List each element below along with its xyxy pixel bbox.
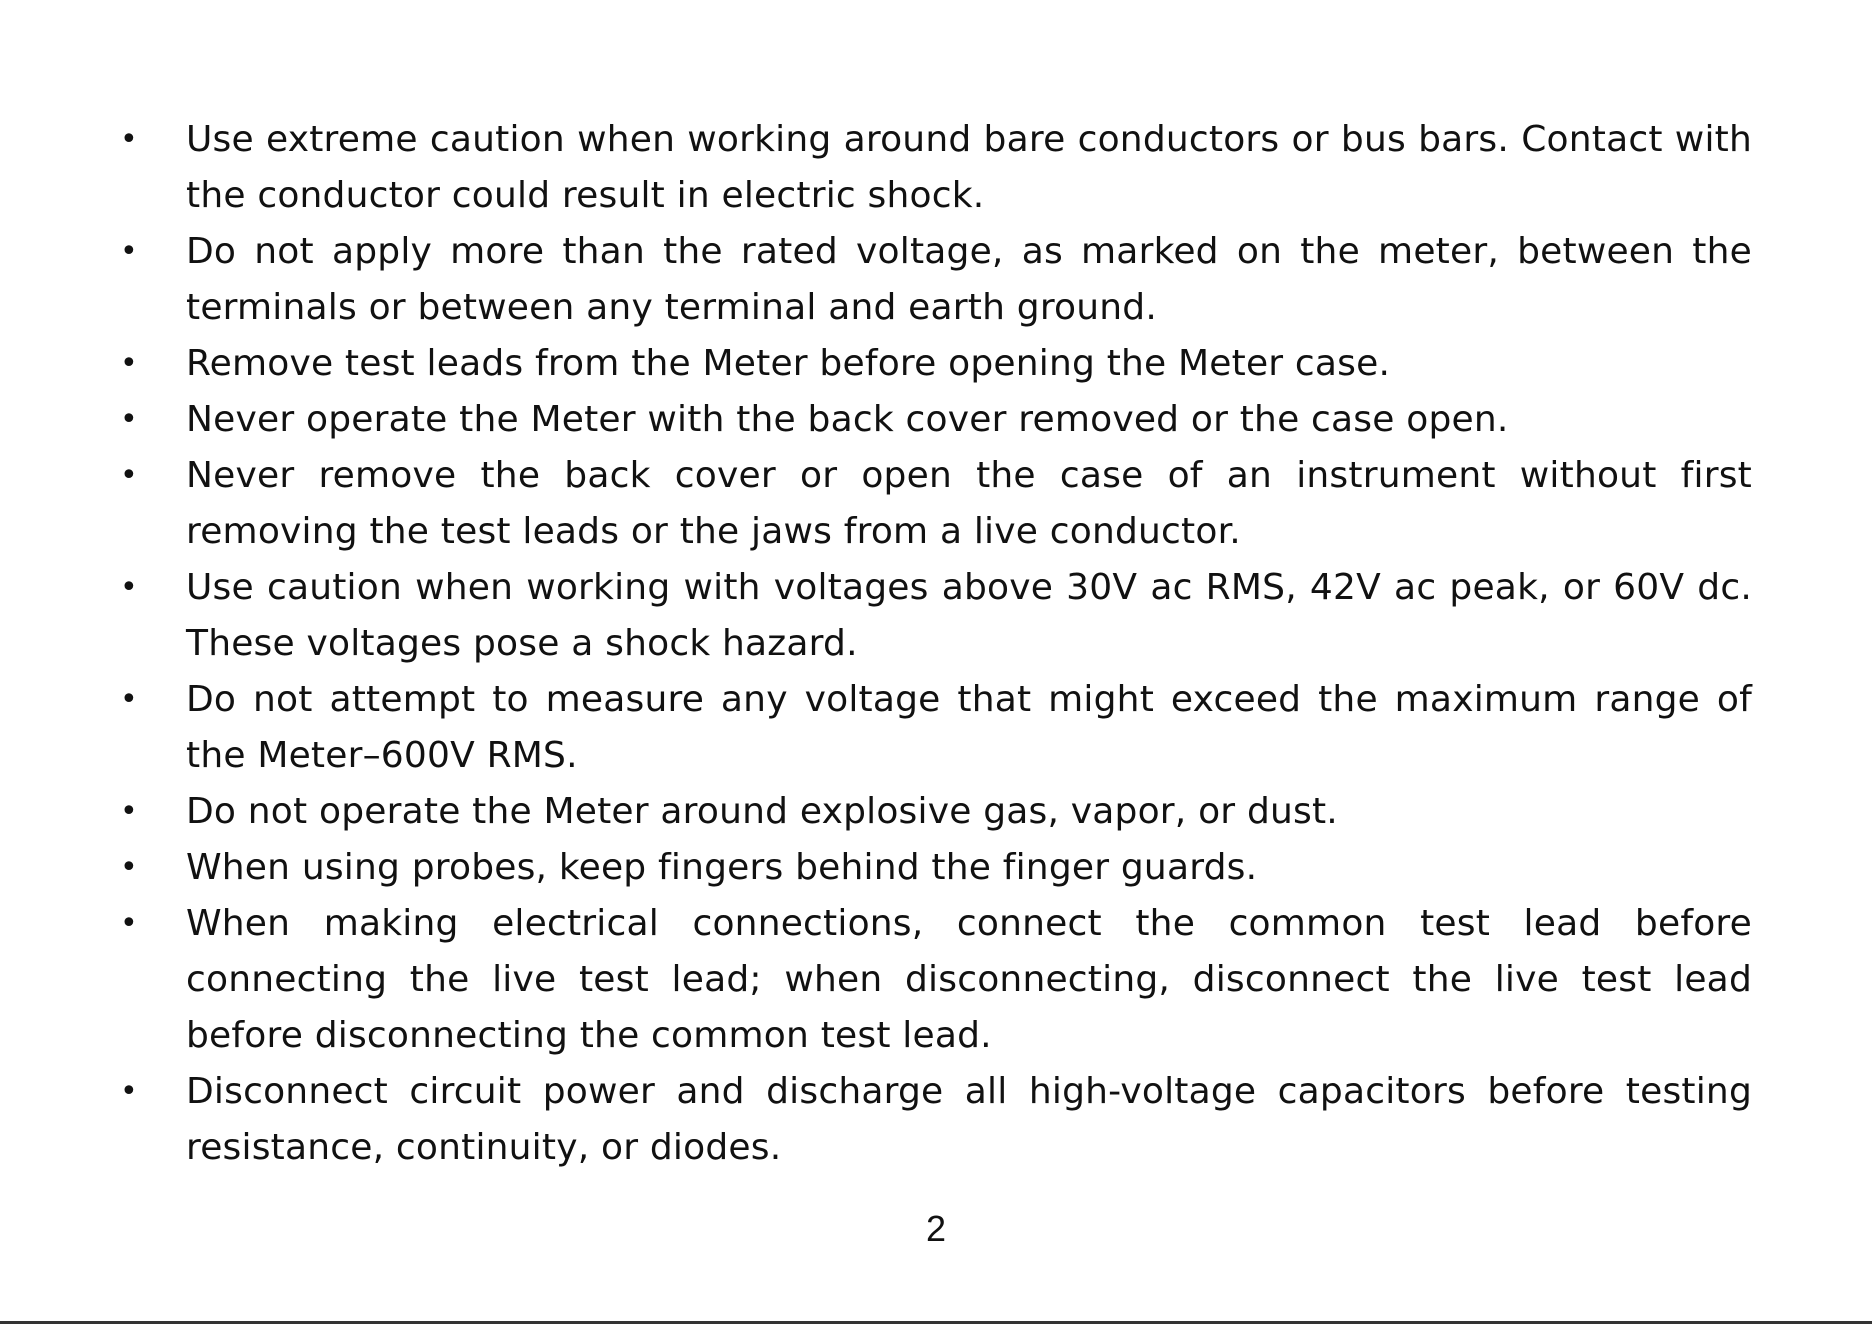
bullet-icon: • xyxy=(120,402,138,437)
safety-warning-list xyxy=(120,112,1752,1176)
bullet-icon: • xyxy=(120,346,138,381)
bullet-icon: • xyxy=(120,1074,138,1109)
bullet-icon: • xyxy=(120,122,138,157)
list-item-text: Use caution when working with voltages above 30V ac RMS, 42V ac peak, or 60V dc. These voltages pose a shock hazard. xyxy=(186,567,1752,664)
list-item xyxy=(120,112,1752,224)
bullet-icon: • xyxy=(120,850,138,885)
list-item-text: Never remove the back cover or open the case of an instrument without first removing the test leads or the jaws from a live conductor. xyxy=(186,455,1752,552)
list-item-text: Use extreme caution when working around bare conductors or bus bars. Contact with the conductor could result in electric shock. xyxy=(186,119,1752,216)
list-item xyxy=(120,896,1752,1064)
list-item xyxy=(120,224,1752,336)
page-number: 2 xyxy=(925,1208,947,1249)
list-item xyxy=(120,672,1752,784)
bullet-icon: • xyxy=(120,682,138,717)
bullet-icon: • xyxy=(120,570,138,605)
list-item-text: Do not attempt to measure any voltage that might exceed the maximum range of the Meter–600V RMS. xyxy=(186,679,1752,776)
list-item-text: When using probes, keep fingers behind the finger guards. xyxy=(186,847,1258,888)
list-item xyxy=(120,448,1752,560)
list-item xyxy=(120,840,1752,896)
list-item xyxy=(120,392,1752,448)
list-item-text: Never operate the Meter with the back cover removed or the case open. xyxy=(186,399,1509,440)
bullet-icon: • xyxy=(120,906,138,941)
bullet-icon: • xyxy=(120,458,138,493)
list-item-text: Do not apply more than the rated voltage, as marked on the meter, between the terminals or between any terminal and earth ground. xyxy=(186,231,1752,328)
list-item-text: Disconnect circuit power and discharge all high-voltage capacitors before testing resistance, continuity, or diodes. xyxy=(186,1071,1752,1168)
list-item-text: Do not operate the Meter around explosive gas, vapor, or dust. xyxy=(186,791,1338,832)
list-item-text: When making electrical connections, connect the common test lead before connecting the live test lead; when disconnecting, disconnect the live test lead before disconnecting the common test lead. xyxy=(186,903,1752,1056)
list-item xyxy=(120,1064,1752,1176)
list-item xyxy=(120,560,1752,672)
bullet-icon: • xyxy=(120,234,138,269)
list-item-text: Remove test leads from the Meter before opening the Meter case. xyxy=(186,343,1391,384)
list-item xyxy=(120,336,1752,392)
list-item xyxy=(120,784,1752,840)
bullet-icon: • xyxy=(120,794,138,829)
